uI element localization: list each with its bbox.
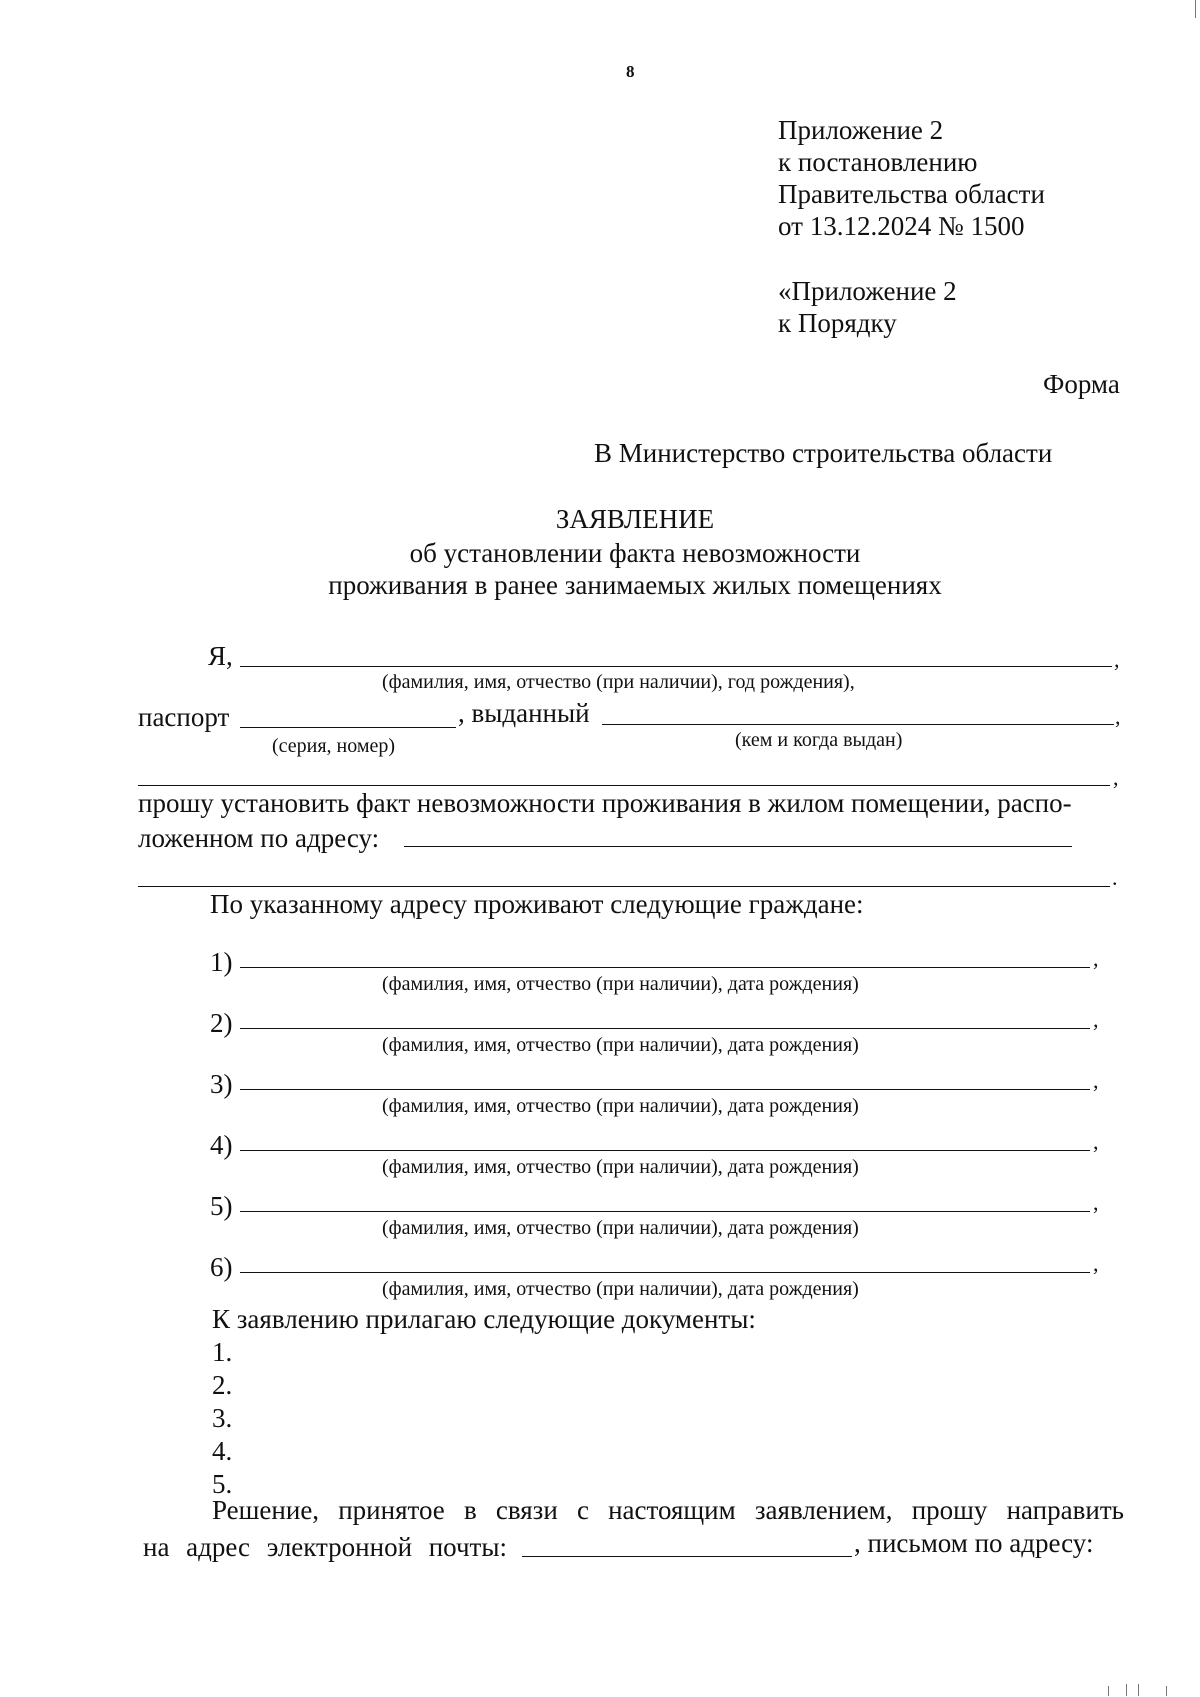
scan-edge-mark (1138, 1684, 1139, 1696)
attachment-item-5: 5. (212, 1469, 233, 1499)
decision-word: с (576, 1495, 589, 1525)
form-label: Форма (1043, 369, 1120, 399)
addressee: В Министерство строительства области (594, 438, 1053, 468)
decision-line-1 (212, 1494, 1124, 1526)
scan-edge-mark (1166, 1686, 1167, 1696)
resident-number-3: 3) (210, 1069, 233, 1099)
comma: , (1093, 1129, 1099, 1154)
decision-word: Решение, (212, 1495, 320, 1525)
resident-field-5[interactable] (240, 1211, 1090, 1212)
attachments-intro: К заявлению прилагаю следующие документы: (212, 1304, 756, 1334)
request-line-2: ложенном по адресу: (138, 823, 380, 853)
document-subtitle-2: проживания в ранее занимаемых жилых помещениях (328, 570, 942, 600)
attachment-item-4: 4. (212, 1436, 233, 1466)
attachment-item-1: 1. (212, 1337, 233, 1367)
comma: , (1093, 946, 1099, 971)
procedure-line-2: к Порядку (778, 308, 897, 338)
appendix-line-2: к постановлению (778, 147, 978, 177)
hint-passport-series: (серия, номер) (272, 735, 396, 757)
comma: , (1093, 1251, 1099, 1276)
decision-word: принятое (338, 1495, 445, 1525)
resident-field-4[interactable] (240, 1150, 1090, 1151)
attachment-item-3: 3. (212, 1403, 233, 1433)
residents-intro: По указанному адресу проживают следующие граждане: (210, 889, 864, 919)
decision-word: адрес (186, 1532, 251, 1562)
resident-hint-5: (фамилия, имя, отчество (при наличии), дата рождения) (382, 1217, 859, 1239)
decision-word: почты: (428, 1532, 507, 1562)
request-line-1: прошу установить факт невозможности проживания в жилом помещении, распо- (138, 788, 1072, 818)
decision-word: настоящим (608, 1495, 736, 1525)
resident-hint-4: (фамилия, имя, отчество (при наличии), дата рождения) (382, 1156, 859, 1178)
decision-word: заявлением, (754, 1495, 893, 1525)
resident-number-1: 1) (210, 947, 233, 977)
passport-issued-continuation-field[interactable] (138, 785, 1110, 786)
passport-series-field[interactable] (240, 727, 456, 728)
period: . (1112, 865, 1118, 890)
decision-word: связи (495, 1495, 558, 1525)
scan-edge-mark (1195, 0, 1196, 18)
comma: , (1093, 1007, 1099, 1032)
decision-line-2-tail: , письмом по адресу: (854, 1528, 1094, 1558)
resident-field-2[interactable] (240, 1028, 1090, 1029)
comma: , (1114, 647, 1120, 672)
decision-word: в (463, 1495, 477, 1525)
document-title: ЗАЯВЛЕНИЕ (555, 504, 715, 534)
resident-number-4: 4) (210, 1130, 233, 1160)
page-number: 8 (626, 62, 635, 81)
resident-hint-1: (фамилия, имя, отчество (при наличии), дата рождения) (382, 973, 859, 995)
email-field[interactable] (522, 1556, 852, 1557)
applicant-prefix: Я, (208, 641, 233, 671)
address-continuation-field[interactable] (138, 886, 1110, 887)
resident-field-6[interactable] (240, 1272, 1090, 1273)
resident-hint-2: (фамилия, имя, отчество (при наличии), дата рождения) (382, 1034, 859, 1056)
decision-word: направить (1006, 1495, 1124, 1525)
resident-field-3[interactable] (240, 1089, 1090, 1090)
applicant-name-field[interactable] (240, 666, 1112, 667)
appendix-line-4: от 13.12.2024 № 1500 (778, 211, 1025, 241)
appendix-line-1: Приложение 2 (778, 115, 944, 145)
resident-field-1[interactable] (240, 967, 1090, 968)
resident-hint-6: (фамилия, имя, отчество (при наличии), дата рождения) (382, 1278, 859, 1300)
appendix-line-3: Правительства области (778, 179, 1045, 209)
comma: , (1115, 704, 1121, 729)
passport-issued-field[interactable] (602, 724, 1114, 725)
comma: , (1093, 1190, 1099, 1215)
decision-word: на (143, 1532, 170, 1562)
decision-word: электронной (266, 1532, 413, 1562)
address-field[interactable] (404, 846, 1072, 847)
issued-label: , выданный (458, 698, 590, 728)
comma: , (1113, 765, 1119, 790)
decision-line-2-left (143, 1531, 507, 1563)
comma: , (1093, 1068, 1099, 1093)
document-subtitle-1: об установлении факта невозможности (409, 538, 861, 568)
hint-passport-issued: (кем и когда выдан) (735, 729, 903, 751)
passport-label: паспорт (138, 702, 230, 732)
scan-edge-mark (1108, 1686, 1109, 1696)
scan-edge-mark (1126, 1684, 1127, 1696)
resident-number-2: 2) (210, 1008, 233, 1038)
resident-number-5: 5) (210, 1191, 233, 1221)
hint-name-birthyear: (фамилия, имя, отчество (при наличии), год рождения), (382, 671, 855, 693)
attachment-item-2: 2. (212, 1370, 233, 1400)
resident-hint-3: (фамилия, имя, отчество (при наличии), дата рождения) (382, 1095, 859, 1117)
decision-word: прошу (911, 1495, 988, 1525)
procedure-line-1: «Приложение 2 (778, 276, 957, 306)
resident-number-6: 6) (210, 1252, 233, 1282)
